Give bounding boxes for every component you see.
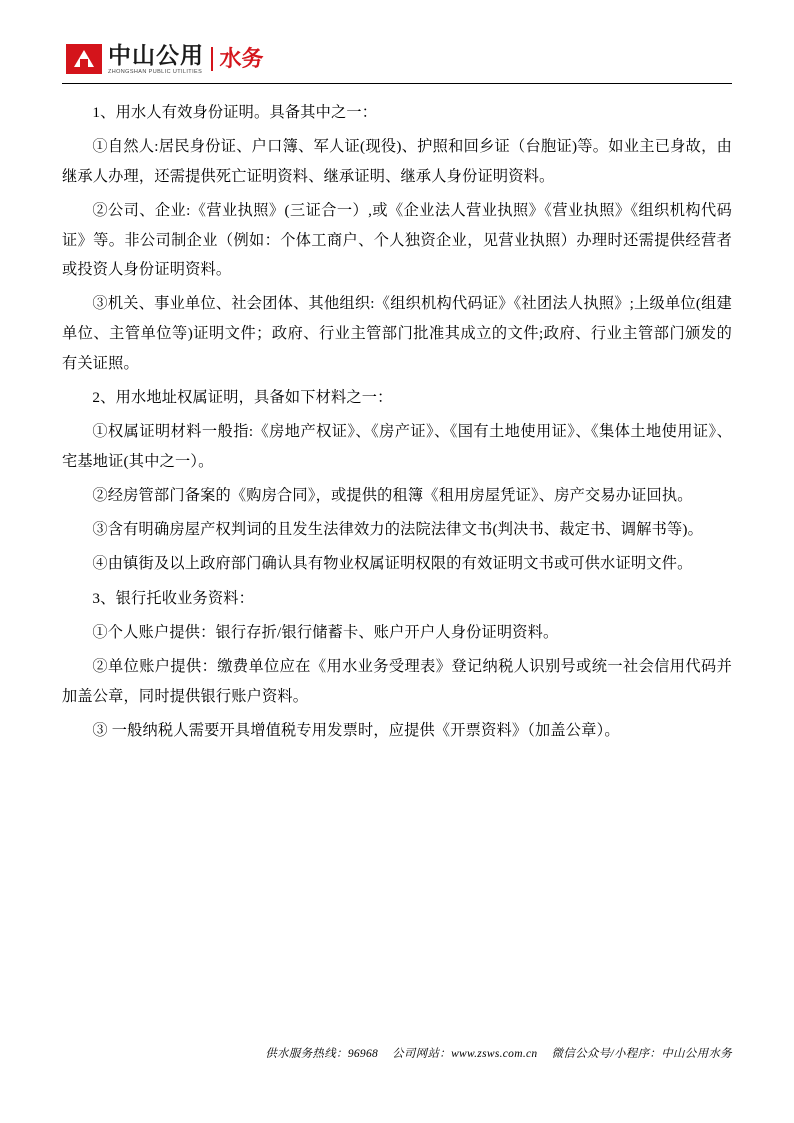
company-logo xyxy=(66,41,264,75)
paragraph: ③机关、事业单位、社会团体、其他组织:《组织机构代码证》《社团法人执照》;上级单位(组建单位、主管单位等)证明文件；政府、行业主管部门批准其成立的文件;政府、行业主管部门颁发的有关证照。 xyxy=(62,295,732,372)
paragraph: ④由镇街及以上政府部门确认具有物业权属证明权限的有效证明文书或可供水证明文件。 xyxy=(92,555,693,573)
document-body xyxy=(62,82,732,745)
footer-hotline-label: 供水服务热线： xyxy=(265,1048,348,1060)
logo-divider xyxy=(211,47,213,71)
page-header xyxy=(62,0,732,82)
logo-brand-en: ZHONGSHAN PUBLIC UTILITIES xyxy=(108,68,203,75)
logo-brand-suffix: 水务 xyxy=(219,46,264,71)
paragraph: ③含有明确房屋产权判词的且发生法律效力的法院法律文书(判决书、裁定书、调解书等)。 xyxy=(92,521,704,539)
footer-wechat-value: 中山公用水务 xyxy=(661,1048,732,1060)
paragraph: ②公司、企业:《营业执照》(三证合一）,或《企业法人营业执照》《营业执照》《组织机构代码证》等。非公司制企业（例如：个体工商户、个人独资企业，见营业执照）办理时还需提供经营者或投资人身份证明资料。 xyxy=(62,202,732,279)
header-divider-line xyxy=(62,83,732,84)
paragraph: ②经房管部门备案的《购房合同》，或提供的租簿《租用房屋凭证》、房产交易办证回执。 xyxy=(92,486,693,504)
page-footer xyxy=(62,1045,732,1061)
paragraph: ②单位账户提供：缴费单位应在《用水业务受理表》登记纳税人识别号或统一社会信用代码并加盖公章，同时提供银行账户资料。 xyxy=(62,657,732,705)
footer-hotline-value: 96968 xyxy=(347,1048,379,1060)
paragraph: ①个人账户提供：银行存折/银行储蓄卡、账户开户人身份证明资料。 xyxy=(92,623,559,641)
footer-wechat-label: 微信公众号/小程序： xyxy=(551,1048,662,1060)
paragraph: ③ 一般纳税人需要开具增值税专用发票时，应提供《开票资料》（加盖公章）。 xyxy=(92,721,620,739)
paragraph: ①权属证明材料一般指:《房地产权证》、《房产证》、《国有土地使用证》、《集体土地使用证》、宅基地证(其中之一）。 xyxy=(62,423,732,470)
paragraph: 3、银行托收业务资料： xyxy=(92,589,255,607)
paragraph: ①自然人:居民身份证、户口簿、军人证(现役)、护照和回乡证（台胞证)等。如业主已身故，由继承人办理，还需提供死亡证明资料、继承证明、继承人身份证明资料。 xyxy=(62,138,732,185)
mountain-logo-icon xyxy=(66,44,102,74)
paragraph: 2、用水地址权属证明，具备如下材料之一： xyxy=(92,388,393,406)
logo-brand-cn: 中山公用 xyxy=(108,41,204,68)
paragraph: 1、用水人有效身份证明。具备其中之一： xyxy=(92,104,378,121)
footer-website-label: 公司网站： xyxy=(392,1048,452,1060)
logo-text-block xyxy=(108,41,204,75)
footer-website-value: www.zsws.com.cn xyxy=(451,1048,538,1060)
